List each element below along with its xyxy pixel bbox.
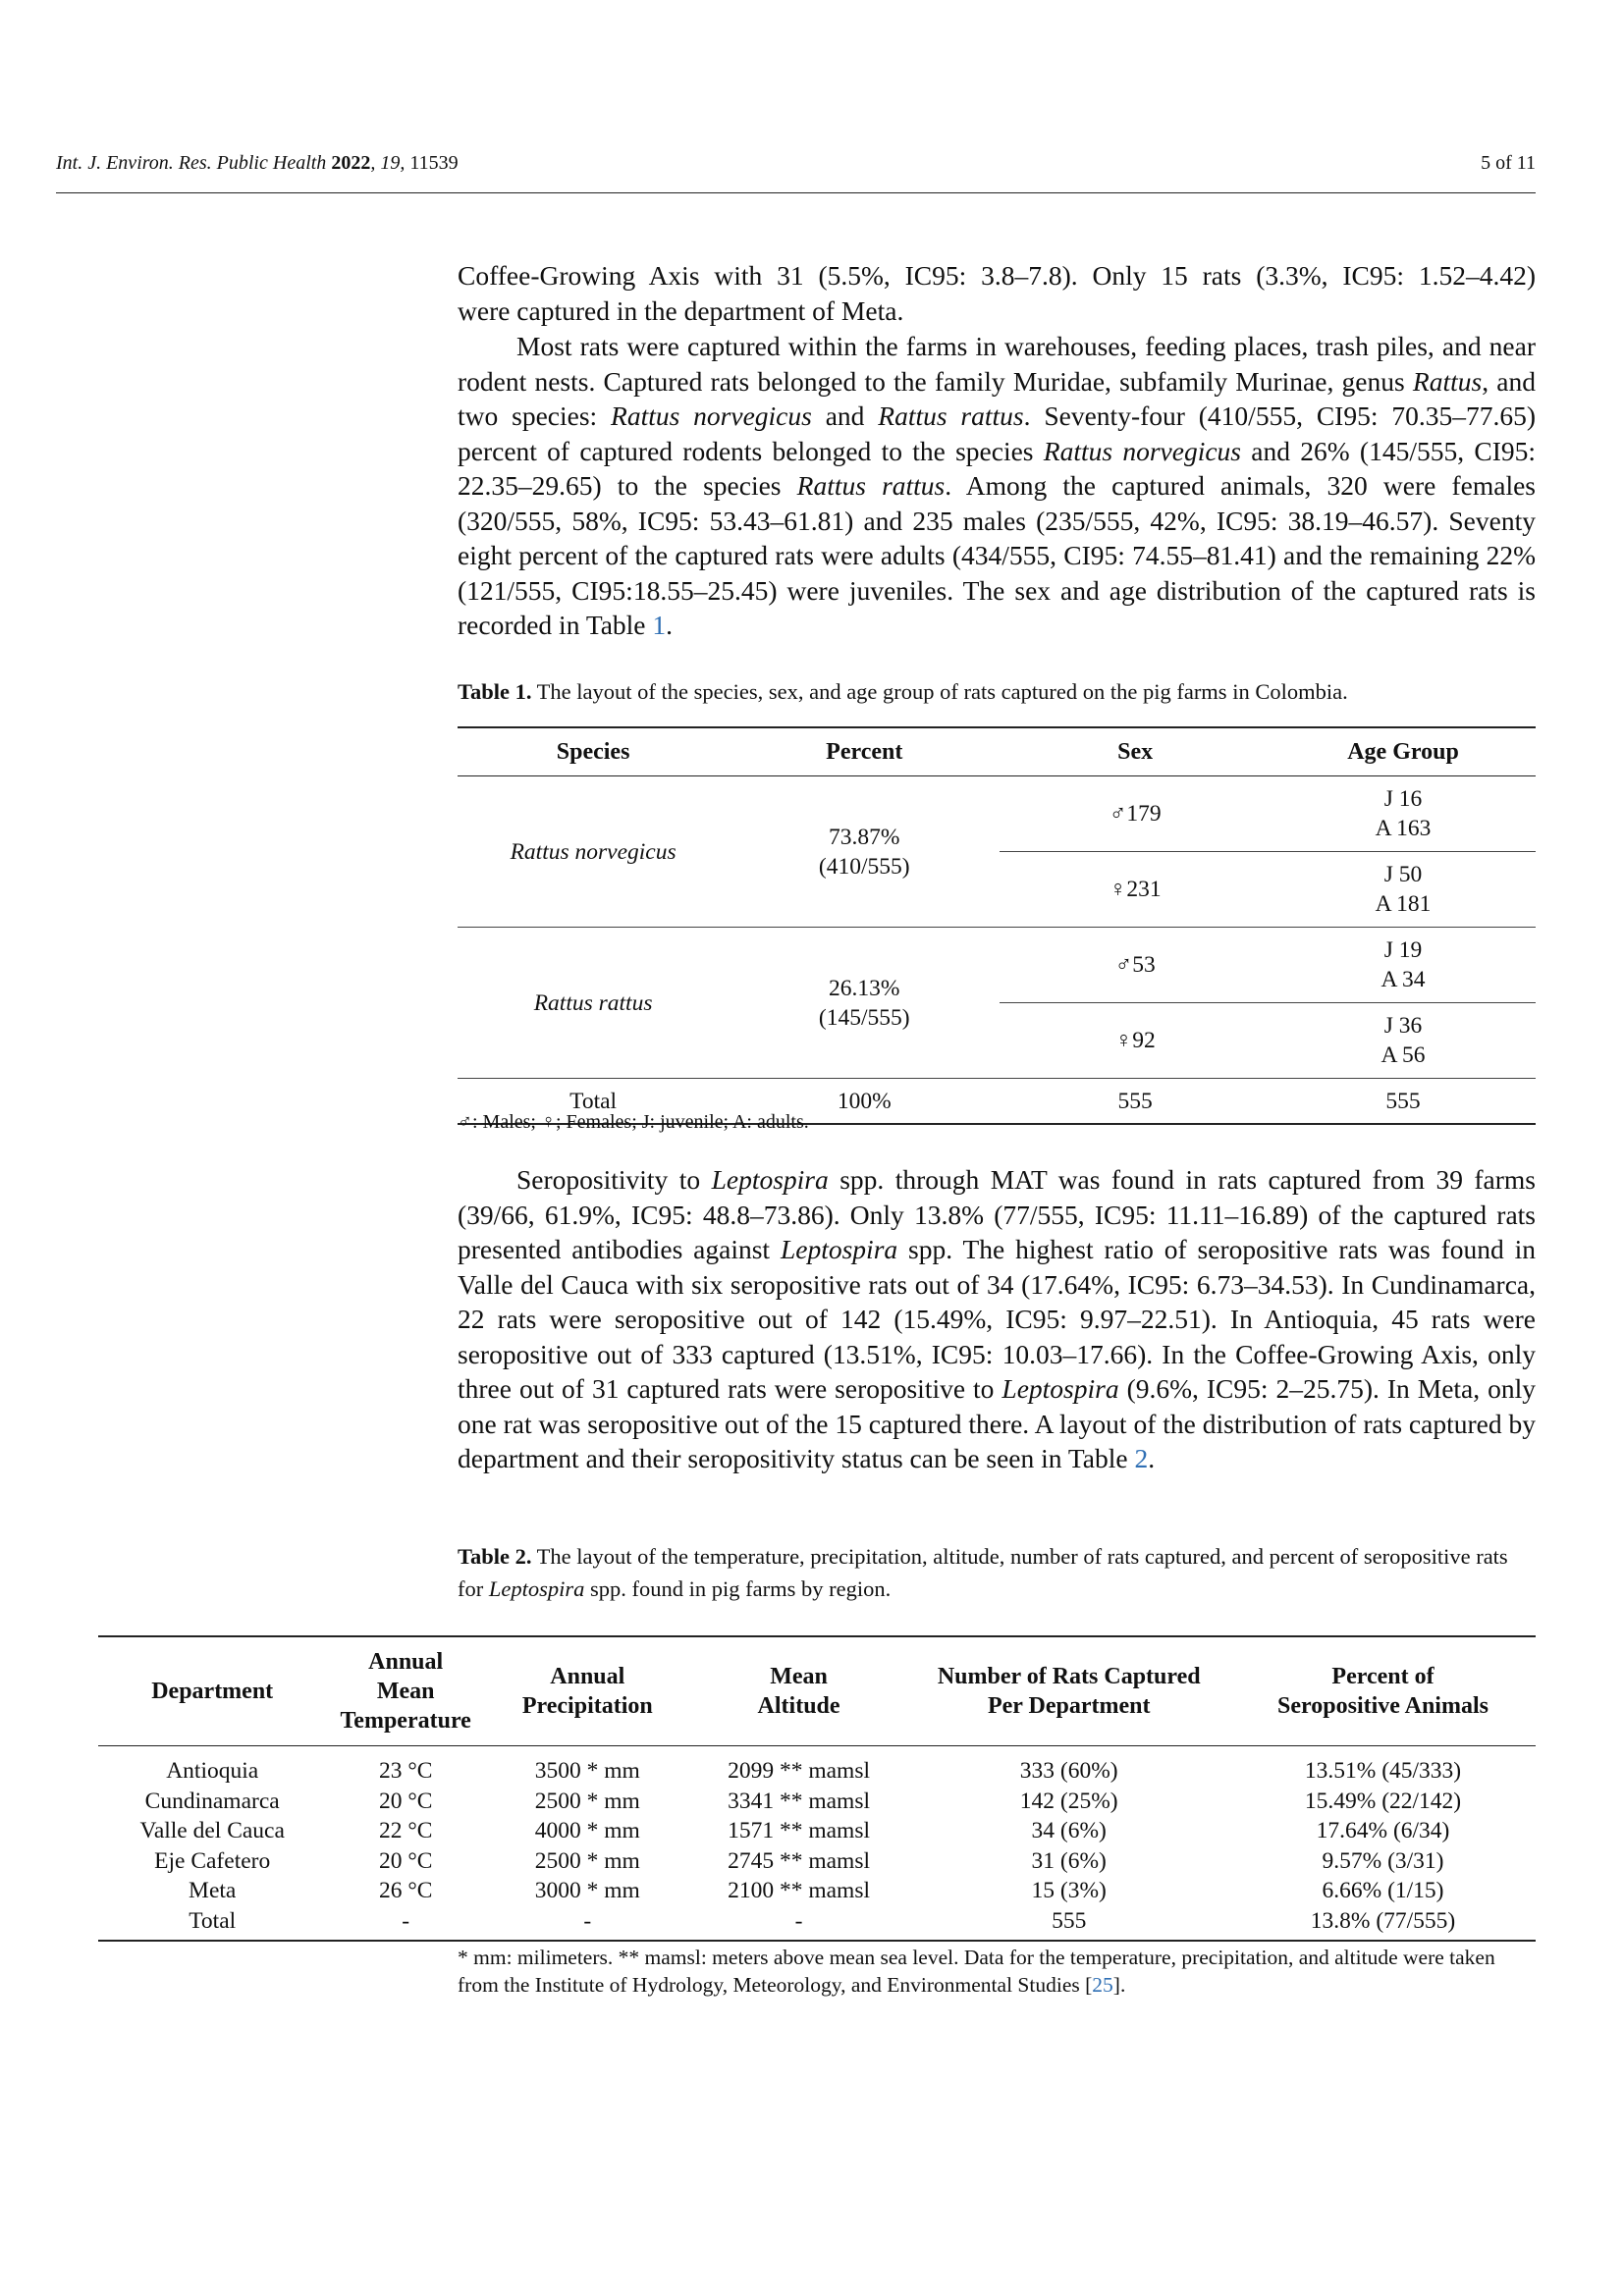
temperature-cell: 22 °C xyxy=(378,1818,433,1844)
age-group-cell: J 19 A 34 xyxy=(1271,928,1536,1003)
temperature-cell: 20 °C xyxy=(378,1788,433,1814)
department-cell: Antioquia xyxy=(166,1758,259,1785)
species-cell: Rattus rattus xyxy=(533,989,653,1016)
table-2 xyxy=(98,1635,1536,1942)
precipitation-cell: 3000 * mm xyxy=(534,1878,640,1904)
total-cell: 100% xyxy=(729,1079,1000,1125)
table-row xyxy=(458,928,1536,1003)
table-row xyxy=(98,1876,1536,1906)
temperature-cell: - xyxy=(326,1906,485,1942)
table-1 xyxy=(458,726,1536,1125)
table-2-link[interactable]: 2 xyxy=(1134,1443,1149,1473)
paragraph-1-line-2: were captured in the department of Meta. xyxy=(458,294,904,326)
table-row xyxy=(98,1816,1536,1846)
table-row xyxy=(458,776,1536,852)
sex-cell: ♂53 xyxy=(1000,928,1271,1003)
total-cell: 555 xyxy=(1271,1079,1536,1125)
table-2-header: Percent of Seropositive Animals xyxy=(1230,1636,1536,1746)
temperature-cell: 23 °C xyxy=(378,1758,433,1785)
precipitation-cell: 4000 * mm xyxy=(534,1818,640,1844)
temperature-cell: 26 °C xyxy=(378,1878,433,1904)
species-cell: Rattus norvegicus xyxy=(458,776,729,928)
total-cell: Total xyxy=(458,1079,729,1125)
altitude-cell: 2100 ** mamsl xyxy=(728,1878,870,1904)
table-1-caption: Table 1. The layout of the species, sex, and age group of rats captured on the pig farms in Colombia. xyxy=(458,679,1348,704)
table-row xyxy=(98,1746,1536,1787)
age-group-cell: J 50 A 181 xyxy=(1271,852,1536,928)
table-1-link[interactable]: 1 xyxy=(652,610,667,640)
rats-captured-cell: 555 xyxy=(907,1906,1230,1942)
table-1-header: Percent xyxy=(729,727,1000,776)
seropositive-cell: 17.64% (6/34) xyxy=(1316,1818,1450,1844)
sex-cell: ♀231 xyxy=(1000,852,1271,928)
reference-25-link[interactable]: 25 xyxy=(1092,1973,1113,1997)
precipitation-cell: 3500 * mm xyxy=(534,1758,640,1785)
table-2-header: Annual Mean Temperature xyxy=(326,1636,485,1746)
altitude-cell: - xyxy=(690,1906,908,1942)
department-cell: Cundinamarca xyxy=(144,1788,280,1814)
table-2-header: Number of Rats Captured Per Department xyxy=(907,1636,1230,1746)
temperature-cell: 20 °C xyxy=(378,1847,433,1874)
paragraph-1 xyxy=(458,258,1536,328)
header-divider xyxy=(56,192,1536,193)
table-2-header: Annual Precipitation xyxy=(485,1636,690,1746)
table-1-header-row xyxy=(458,727,1536,776)
seropositive-cell: 6.66% (1/15) xyxy=(1322,1878,1444,1904)
precipitation-cell: - xyxy=(485,1906,690,1942)
table-1-header: Species xyxy=(458,727,729,776)
seropositive-cell: 15.49% (22/142) xyxy=(1304,1788,1462,1814)
sex-cell: ♀92 xyxy=(1114,1028,1156,1053)
total-cell: 555 xyxy=(1000,1079,1271,1125)
precipitation-cell: 2500 * mm xyxy=(534,1788,640,1814)
running-head xyxy=(56,152,1536,175)
paragraph-3-text: Seropositivity to Leptospira spp. through MAT was found in rats captured from 39 farms (39/66, 61.9%, IC95: 48.8–73.86). Only 13.8% (77/555, IC95: 11.11–16.89) of the captured rats presented antibodies against Leptospira spp. The highest ratio of seropositive rats was found in Valle del Cauca with six seropositive rats out of 34 (17.64%, IC95: 6.73–34.53). In Cundinamarca, 22 rats were seropositive out of 142 (15.49%, IC95: 9.97–22.51). In Antioquia, 45 rats were seropositive out of 333 captured (13.51%, IC95: 10.03–17.66). In the Coffee-Growing Axis, only three out of 31 captured rats were seropositive to Leptospira (9.6%, IC95: 2–25.75). In Meta, only one rat was seropositive out of the 15 captured there. A layout of the distribution of rats captured by department and their seropositivity status can be seen in Table 2. xyxy=(458,1164,1537,1473)
rats-captured-cell: 34 (6%) xyxy=(1031,1818,1107,1844)
age-group-cell: J 36 A 56 xyxy=(1380,1013,1426,1068)
table-1-footnote: ♂: Males; ♀; Females; J: juvenile; A: adults. xyxy=(458,1111,809,1133)
table-row xyxy=(98,1846,1536,1877)
rats-captured-cell: 142 (25%) xyxy=(1019,1788,1118,1814)
department-cell: Meta xyxy=(189,1878,237,1904)
table-1-header: Age Group xyxy=(1271,727,1536,776)
table-2-header-row xyxy=(98,1636,1536,1746)
paragraph-3 xyxy=(458,1162,1536,1476)
department-cell: Total xyxy=(98,1906,326,1942)
table-2-caption: Table 2. The layout of the temperature, precipitation, altitude, number of rats captured, and percent of seropositive rats for Leptospira spp. found in pig farms by region. xyxy=(458,1544,1508,1601)
altitude-cell: 2099 ** mamsl xyxy=(728,1758,870,1785)
rats-captured-cell: 15 (3%) xyxy=(1031,1878,1107,1904)
seropositive-cell: 13.8% (77/555) xyxy=(1230,1906,1536,1942)
seropositive-cell: 13.51% (45/333) xyxy=(1304,1758,1462,1785)
altitude-cell: 3341 ** mamsl xyxy=(728,1788,870,1814)
table-row xyxy=(98,1787,1536,1817)
percent-cell: 73.87% (410/555) xyxy=(729,776,1000,928)
percent-cell: 26.13% (145/555) xyxy=(818,975,910,1031)
table-2-footnote: * mm: milimeters. ** mamsl: meters above mean sea level. Data for the temperature, precipitation, and altitude were taken from the Institute of Hydrology, Meteorology, and Environmental Studies [25]. xyxy=(458,1946,1495,1997)
table-2-header: Mean Altitude xyxy=(690,1636,908,1746)
table-2-total-row xyxy=(98,1906,1536,1942)
precipitation-cell: 2500 * mm xyxy=(534,1847,640,1874)
page-number: 5 of 11 xyxy=(1481,152,1536,174)
paragraph-1-line-1: Coffee-Growing Axis with 31 (5.5%, IC95: 3.8–7.8). Only 15 rats (3.3%, IC95: 1.52–4.42) xyxy=(458,260,1536,291)
seropositive-cell: 9.57% (3/31) xyxy=(1322,1847,1444,1874)
table-1-header: Sex xyxy=(1000,727,1271,776)
sex-cell: ♂179 xyxy=(1000,776,1271,852)
journal-citation: Int. J. Environ. Res. Public Health 2022, 19, 11539 xyxy=(56,152,459,174)
age-group-cell: J 16 A 163 xyxy=(1271,776,1536,852)
paragraph-2 xyxy=(458,329,1536,643)
rats-captured-cell: 333 (60%) xyxy=(1019,1758,1118,1785)
department-cell: Eje Cafetero xyxy=(154,1847,271,1874)
rats-captured-cell: 31 (6%) xyxy=(1031,1847,1107,1874)
table-2-header: Department xyxy=(98,1636,326,1746)
altitude-cell: 2745 ** mamsl xyxy=(728,1847,870,1874)
altitude-cell: 1571 ** mamsl xyxy=(728,1818,870,1844)
paragraph-2-text: Most rats were captured within the farms in warehouses, feeding places, trash piles, and near rodent nests. Captured rats belonged to the family Muridae, subfamily Murinae, genus Rattus, and two species: Rattus norvegicus and Rattus rattus. Seventy-four (410/555, CI95: 70.35–77.65) percent of captured rodents belonged to the species Rattus norvegicus and 26% (145/555, CI95: 22.35–29.65) to the species Rattus rattus. Among the captured animals, 320 were females (320/555, 58%, IC95: 53.43–61.81) and 235 males (235/555, 42%, IC95: 38.19–46.57). Seventy eight percent of the captured rats were adults (434/555, CI95: 74.55–81.41) and the remaining 22% (121/555, CI95:18.55–25.45) were juveniles. The sex and age distribution of the captured rats is recorded in Table 1. xyxy=(458,331,1537,640)
department-cell: Valle del Cauca xyxy=(139,1818,285,1844)
